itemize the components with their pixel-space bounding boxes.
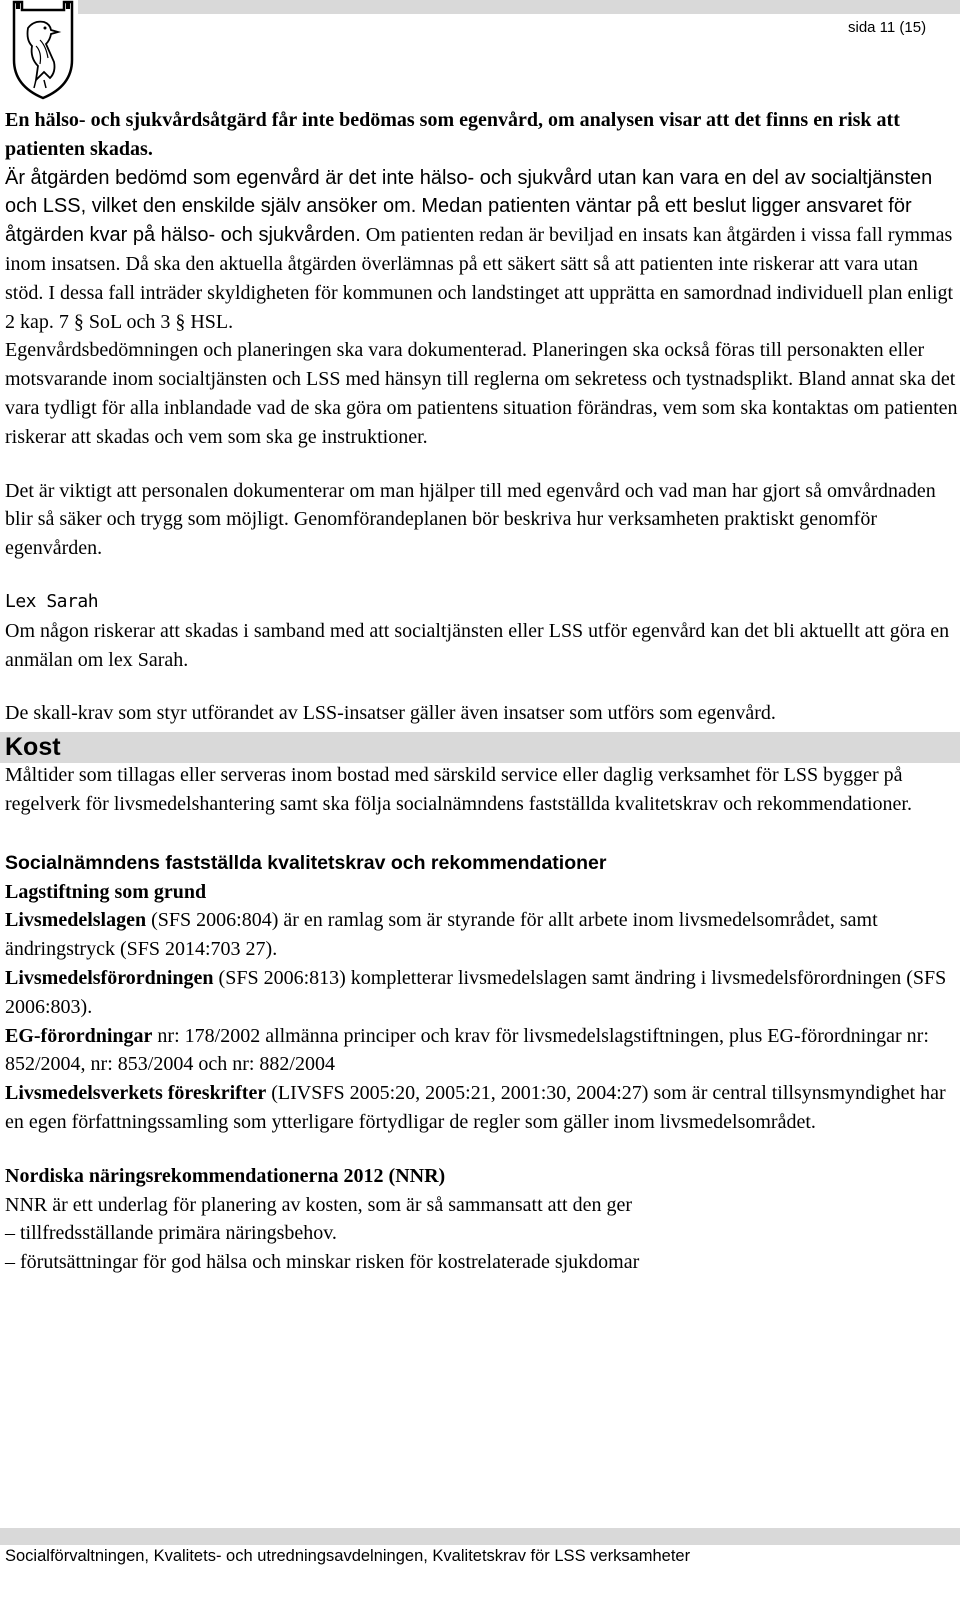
lex-sarah-heading: Lex Sarah — [5, 590, 99, 612]
lex-sarah-paragraph: Om någon riskerar att skadas i samband med att socialtjänsten eller LSS utför egenvård kan det bli aktuellt att göra en anmälan om lex Sarah. — [5, 619, 950, 671]
page-number: sida 11 (15) — [848, 19, 927, 36]
law-item — [5, 1022, 960, 1080]
law-text: (SFS 2006:813) kompletterar livsmedelslagen samt ändring i livsmedelsförordningen (SFS 2006:803). — [5, 966, 947, 1018]
egenvard-paragraph — [5, 164, 960, 337]
coat-of-arms-falcon-icon — [6, 0, 80, 100]
nnr-list-item: – tillfredsställande primära näringsbehov. — [5, 1222, 337, 1245]
nnr-list-item: – förutsättningar för god hälsa och minskar risken för kostrelaterade sjukdomar — [5, 1251, 640, 1274]
kost-section-heading: Kost — [0, 732, 960, 763]
law-name: Livsmedelsförordningen — [5, 966, 214, 989]
documentation-paragraph: Egenvårdsbedömningen och planeringen ska vara dokumenterad. Planeringen ska också föras till personakten eller motsvarande inom socialtjänsten och LSS med hänsyn till reglerna om sekretess och tystnadsplikt. Bland annat ska det vara tydligt för alla inblandade vad de ska göra om patientens situation förändras, vem som ska kontaktas om patienten riskerar att skadas och vem som ska ge instruktioner. — [5, 339, 958, 448]
footer-bar — [0, 1528, 960, 1545]
law-item — [5, 906, 960, 964]
lss-requirements-paragraph: De skall-krav som styr utförandet av LSS-insatser gäller även insatser som utförs som egenvård. — [5, 702, 776, 725]
law-item — [5, 1079, 960, 1137]
quality-requirements-heading: Socialnämndens fastställda kvalitetskrav och rekommendationer — [5, 851, 607, 874]
kost-paragraph: Måltider som tillagas eller serveras inom bostad med särskild service eller daglig verksamhet för LSS bygger på regelverk för livsmedelshantering samt ska följa socialnämndens fastställda kvalitetskrav och rekommendationer. — [5, 764, 912, 815]
law-item — [5, 964, 960, 1022]
legislation-heading: Lagstiftning som grund — [5, 880, 207, 903]
header-bar — [78, 0, 960, 14]
law-name: EG-förordningar — [5, 1024, 153, 1047]
law-text: (SFS 2006:804) är en ramlag som är styrande för allt arbete inom livsmedelsområdet, samt ändringstryck (SFS 2014:703 27). — [5, 909, 878, 961]
footer-text: Socialförvaltningen, Kvalitets- och utredningsavdelningen, Kvalitetskrav för LSS verksamheter — [5, 1547, 691, 1565]
bold-lead-paragraph: En hälso- och sjukvårdsåtgärd får inte bedömas som egenvård, om analysen visar att det finns en risk att patienten skadas. — [5, 109, 900, 160]
nnr-heading: Nordiska näringsrekommendationerna 2012 (NNR) — [5, 1164, 446, 1187]
law-text: nr: 178/2002 allmänna principer och krav för livsmedelslagstiftningen, plus EG-förordningar nr: 852/2004, nr: 853/2004 och nr: 882/2004 — [5, 1024, 929, 1076]
law-name: Livsmedelsverkets föreskrifter — [5, 1082, 267, 1105]
document-body — [5, 106, 960, 1277]
nnr-intro: NNR är ett underlag för planering av kosten, som är så sammansatt att den ger — [5, 1193, 633, 1216]
law-text: (LIVSFS 2005:20, 2005:21, 2001:30, 2004:27) som är central tillsynsmyndighet har en egen författningssamling som ytterligare förtydligar de regler som gäller inom livsmedelsområdet. — [5, 1082, 946, 1133]
law-name: Livsmedelslagen — [5, 909, 147, 932]
personnel-paragraph: Det är viktigt att personalen dokumenterar om man hjälper till med egenvård och vad man har gjort så omvårdnaden blir så säker och trygg som möjligt. Genomförandeplanen bör beskriva hur verksamheten praktiskt genomför egenvården. — [5, 479, 936, 560]
sentence: Medan patienten väntar på ett beslut ligger ansvaret för åtgärden kvar på hälso- och sjukvården. — [5, 195, 912, 247]
sentence: Är åtgärden bedömd som egenvård är det inte hälso- och sjukvård utan kan vara en del av socialtjänsten och LSS, vilket den enskilde själv ansöker om. — [5, 166, 933, 218]
sentence: Om patienten redan är beviljad en insats kan åtgärden i vissa fall rymmas inom insatsen. Då ska den aktuella åtgärden överlämnas på ett säkert sätt så att patienten inte riskerar att vara utan stöd. I dessa fall inträder skyldigheten för kommunen och landstinget att upprätta en samordnad individuell plan enligt 2 kap. 7 § SoL och 3 § HSL. — [5, 224, 954, 333]
